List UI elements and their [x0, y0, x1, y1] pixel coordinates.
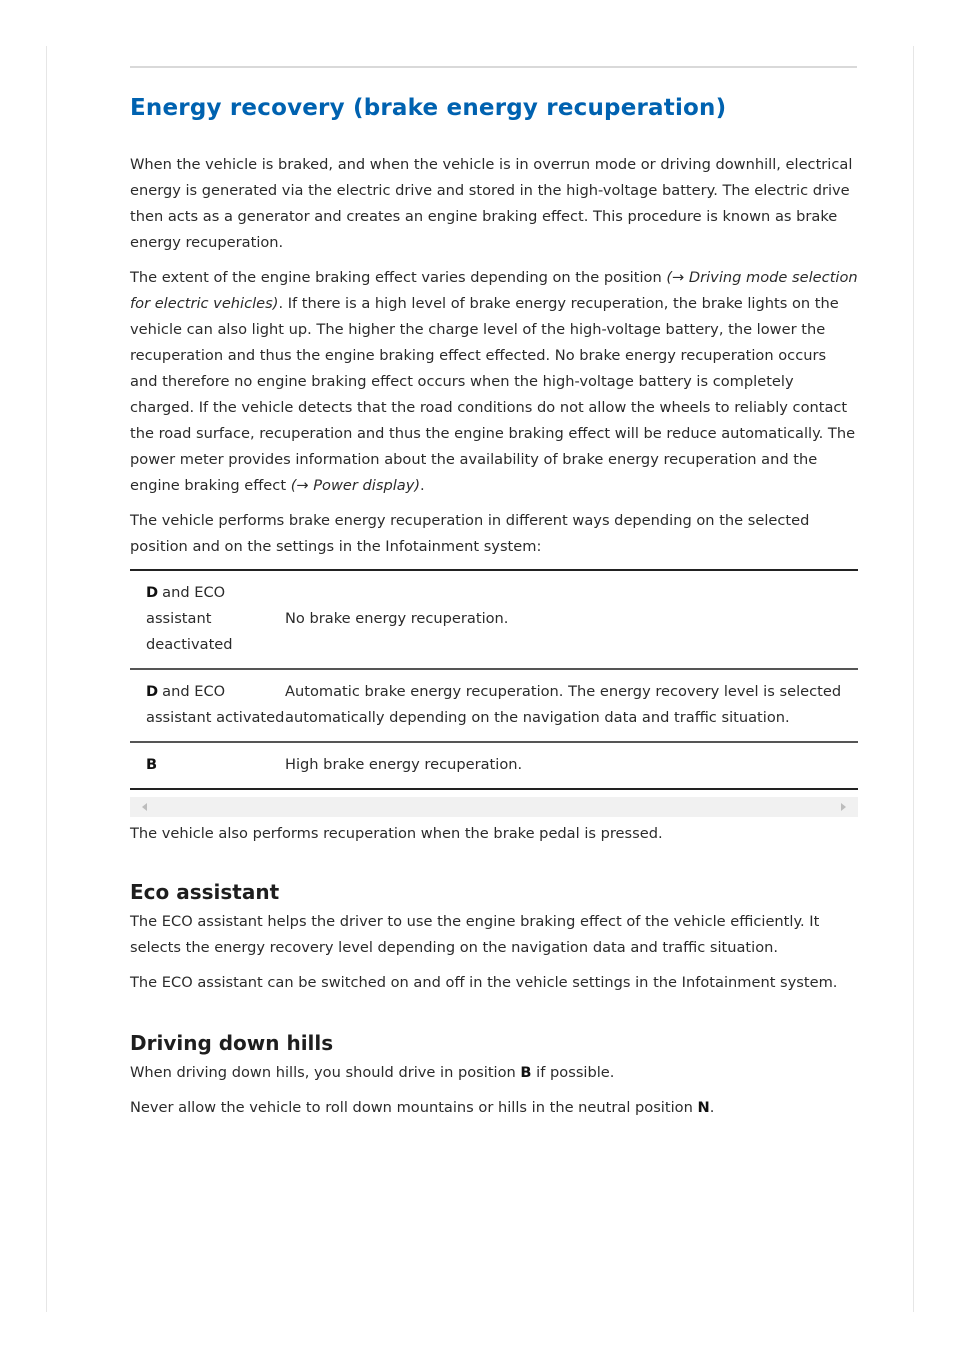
table-row	[130, 570, 858, 669]
p2-text-before: The extent of the engine braking effect varies depending on the position	[130, 269, 667, 286]
hills-paragraph-2	[130, 1095, 858, 1121]
gear-d-symbol: D	[146, 683, 159, 700]
table-cell-description: Automatic brake energy recuperation. The energy recovery level is selected automatically depending on the navigation data and traffic situation.	[285, 669, 858, 742]
hills-p1-before: When driving down hills, you should drive in position	[130, 1064, 521, 1081]
table-cell-position	[130, 570, 285, 669]
eco-paragraph-2: The ECO assistant can be switched on and off in the vehicle settings in the Infotainment system.	[130, 974, 838, 991]
recuperation-table	[130, 569, 858, 790]
eco-assistant-heading: Eco assistant	[130, 880, 280, 904]
table-horizontal-scrollbar[interactable]	[130, 797, 858, 817]
left-margin-line	[46, 46, 47, 1312]
gear-d-symbol: D	[146, 584, 159, 601]
position-n-symbol: N	[697, 1099, 710, 1116]
page-title: Energy recovery (brake energy recuperation)	[130, 95, 727, 121]
row-condition: and ECO assistant activated	[146, 683, 285, 726]
gear-b-symbol: B	[146, 756, 158, 773]
scroll-left-arrow-icon[interactable]	[142, 803, 147, 811]
p2-text-middle: . If there is a high level of brake energy recuperation, the brake lights on the vehicle can also light up. The higher the charge level of the high-voltage battery, the lower the recuperation and thus the engine braking effect effected. No brake energy recuperation occurs and therefore no engine braking effect occurs when the high-voltage battery is completely charged. If the vehicle detects that the road conditions do not allow the wheels to reliably contact the road surface, recuperation and thus the engine braking effect will be reduce automatically. The power meter provides information about the availability of brake energy recuperation and the engine braking effect	[130, 295, 856, 494]
hills-p2-before: Never allow the vehicle to roll down mountains or hills in the neutral position	[130, 1099, 698, 1116]
p2-text-after: .	[420, 477, 425, 494]
eco-paragraph-1: The ECO assistant helps the driver to use the engine braking effect of the vehicle efficiently. It selects the energy recovery level depending on the navigation data and traffic situation.	[130, 913, 820, 956]
article	[130, 86, 858, 1130]
table-row	[130, 669, 858, 742]
position-b-symbol: B	[520, 1064, 532, 1081]
table-row	[130, 742, 858, 789]
intro-paragraph: When the vehicle is braked, and when the vehicle is in overrun mode or driving downhill, electrical energy is generated via the electric drive and stored in the high-voltage battery. The electric drive then acts as a generator and creates an engine braking effect. This procedure is known as brake energy recuperation.	[130, 156, 853, 251]
power-display-link[interactable]: (→ Power display)	[290, 477, 421, 494]
driving-down-hills-heading: Driving down hills	[130, 1031, 334, 1055]
scroll-right-arrow-icon[interactable]	[841, 803, 846, 811]
hills-p2-after: .	[709, 1099, 715, 1116]
row-condition: and ECO assistant deactivated	[146, 584, 233, 653]
hills-p1-after: if possible.	[531, 1064, 615, 1081]
driving-mode-link[interactable]: (→ Driving mode selection for electric vehicles)	[130, 269, 858, 312]
positions-intro-paragraph: The vehicle performs brake energy recuperation in different ways depending on the selected position and on the settings in the Infotainment system:	[130, 512, 810, 555]
hills-paragraph-1	[130, 1060, 858, 1086]
table-cell-description: No brake energy recuperation.	[285, 610, 509, 627]
table-cell-position	[130, 669, 285, 742]
top-divider	[130, 66, 857, 68]
brake-pedal-paragraph: The vehicle also performs recuperation when the brake pedal is pressed.	[130, 825, 663, 842]
table-cell-description: High brake energy recuperation.	[285, 742, 858, 789]
table-cell-position	[130, 742, 285, 789]
right-margin-line	[913, 46, 914, 1312]
recuperation-paragraph	[130, 265, 858, 499]
